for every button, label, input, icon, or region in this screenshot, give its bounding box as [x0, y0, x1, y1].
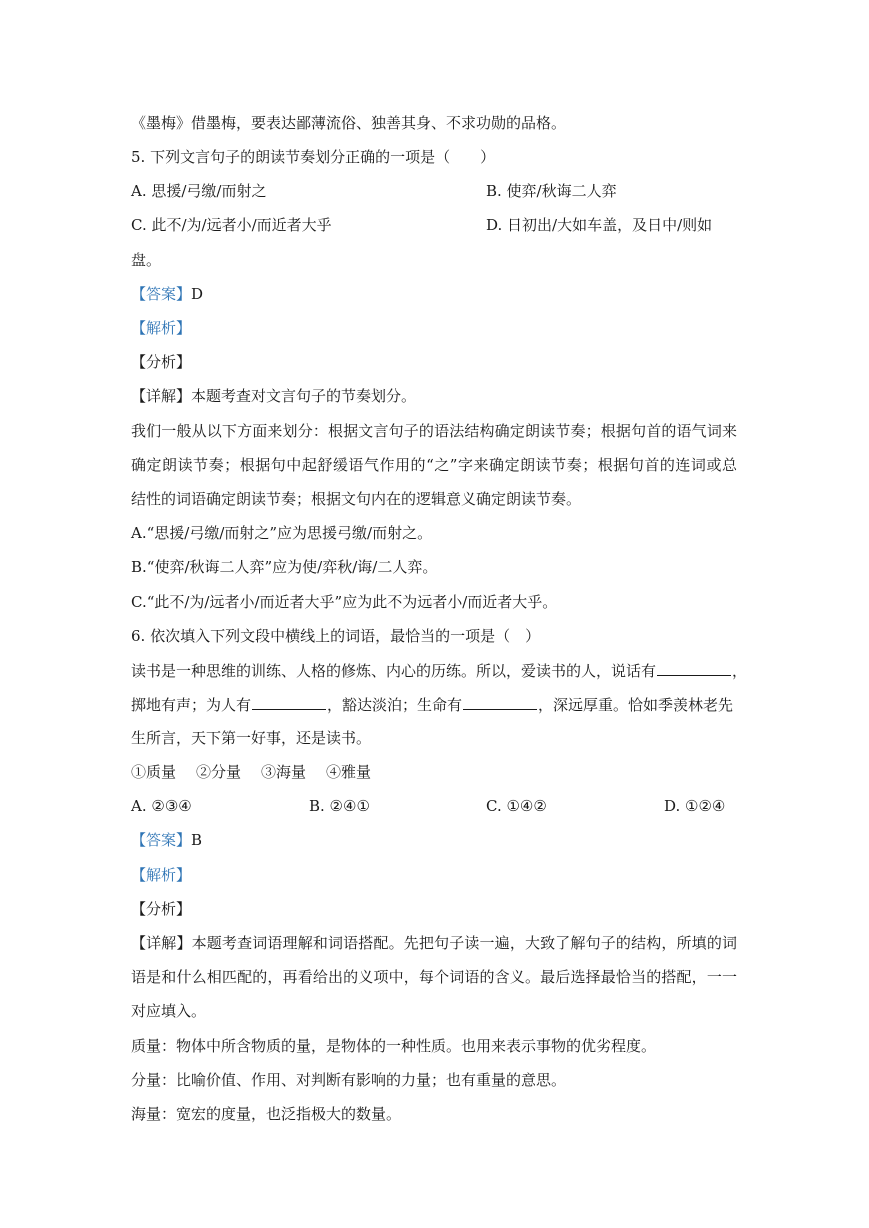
fill-blank-3: [463, 694, 537, 710]
q5-option-d: D. 日初出/大如车盖，及日中/则如: [486, 216, 713, 234]
q6-option-d: D. ①②④: [664, 797, 726, 815]
q6-option-c: C. ①④②: [486, 797, 547, 815]
explanation-b: B.“使弈/秋诲二人弈”应为使/弈秋/诲/二人弈。: [131, 558, 438, 576]
fill-blank-1: [657, 660, 731, 676]
fenxi-label: 【分析】: [131, 353, 192, 371]
passage-line: 生所言，天下第一好事，还是读书。: [131, 729, 372, 747]
q5-option-c: C. 此不/为/远者小/而近者大乎: [131, 216, 332, 234]
definition-line: 质量：物体中所含物质的量，是物体的一种性质。也用来表示事物的优劣程度。: [131, 1037, 657, 1055]
question-6: 6. 依次填入下列文段中横线上的词语，最恰当的一项是（ ）: [131, 627, 541, 645]
answer-value: D: [191, 285, 204, 303]
xiangjie-line: 【详解】本题考查词语理解和词语搭配。先把句子读一遍，大致了解句子的结构，所填的词: [131, 934, 737, 952]
answer-label: 【答案】: [131, 831, 192, 849]
q5-option-a: A. 思援/弓缴/而射之: [131, 182, 267, 200]
q5-option-b: B. 使弈/秋诲二人弈: [486, 182, 617, 200]
word-choices: [131, 762, 371, 782]
q6-option-b: B. ②④①: [309, 797, 370, 815]
xiangjie-text: 【详解】本题考查对文言句子的节奏划分。: [131, 387, 417, 405]
explanation-line: 我们一般从以下方面来划分：根据文言句子的语法结构确定朗读节奏；根据句首的语气词来: [131, 422, 737, 440]
passage-line: 掷地有声；为人有 ，豁达淡泊；生命有 ，深远厚重。恰如季羡林老先: [131, 696, 734, 714]
explanation-a: A.“思援/弓缴/而射之”应为思援弓缴/而射之。: [131, 524, 433, 542]
explanation-c: C.“此不/为/远者小/而近者大乎”应为此不为远者小/而近者大乎。: [131, 593, 558, 611]
fenxi-label: 【分析】: [131, 900, 192, 918]
explanation-line: 结性的词语确定朗读节奏；根据文句内在的逻辑意义确定朗读节奏。: [131, 490, 582, 508]
answer-value: B: [191, 831, 203, 849]
analysis-label: 【解析】: [131, 866, 192, 884]
q6-option-a: A. ②③④: [131, 797, 192, 815]
word-choice: ④雅量: [326, 763, 372, 781]
answer-5: [131, 284, 203, 304]
word-choice: ②分量: [196, 763, 242, 781]
question-5: 5. 下列文言句子的朗读节奏划分正确的一项是（ ）: [131, 148, 496, 166]
word-choice: ③海量: [261, 763, 307, 781]
analysis-label: 【解析】: [131, 319, 192, 337]
text-line: 《墨梅》借墨梅，要表达鄙薄流俗、独善其身、不求功勋的品格。: [131, 114, 567, 132]
xiangjie-line: 对应填入。: [131, 1002, 207, 1020]
xiangjie-line: 语是和什么相匹配的，再看给出的义项中，每个词语的含义。最后选择最恰当的搭配，一一: [131, 968, 737, 986]
passage-line: 读书是一种思维的训练、人格的修炼、内心的历练。所以，爱读书的人，说话有 ，: [131, 662, 748, 680]
definition-line: 海量：宽宏的度量，也泛指极大的数量。: [131, 1105, 402, 1123]
explanation-line: 确定朗读节奏；根据句中起舒缓语气作用的“之”字来确定朗读节奏；根据句首的连词或总: [131, 456, 737, 474]
word-choice: ①质量: [131, 763, 177, 781]
answer-6: [131, 830, 202, 850]
definition-line: 分量：比喻价值、作用、对判断有影响的力量；也有重量的意思。: [131, 1071, 567, 1089]
q5-option-d-continued: 盘。: [131, 251, 162, 269]
answer-label: 【答案】: [131, 285, 192, 303]
fill-blank-2: [252, 694, 326, 710]
